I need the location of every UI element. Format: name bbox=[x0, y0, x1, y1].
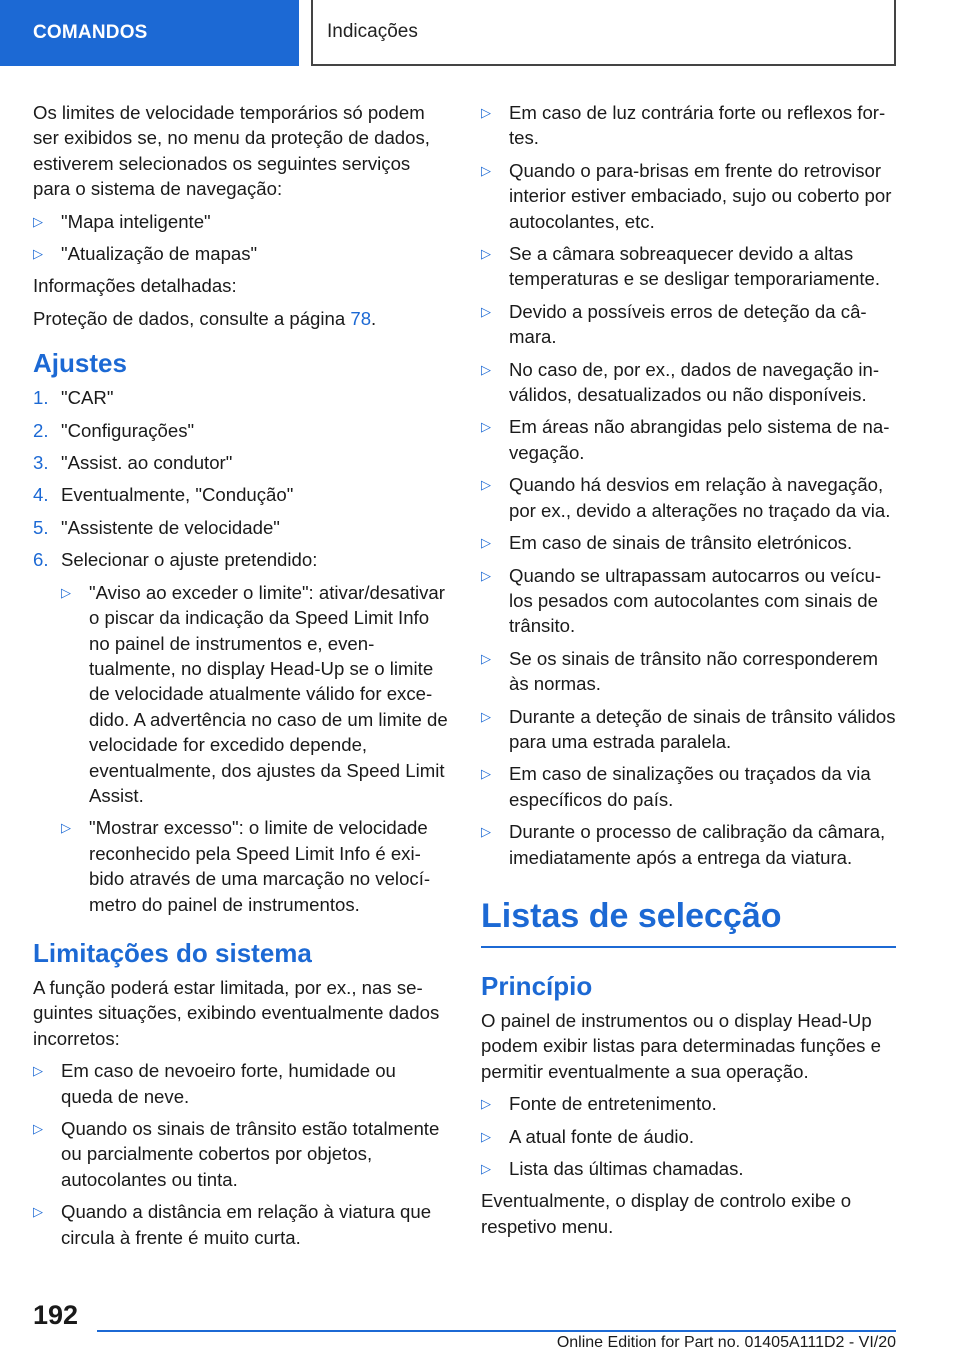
triangle-bullet-icon: ▷ bbox=[61, 820, 71, 836]
triangle-bullet-icon: ▷ bbox=[33, 1121, 43, 1136]
services-list bbox=[33, 209, 448, 267]
section-tab: COMANDOS bbox=[0, 0, 299, 66]
list-item: ▷ Em áreas não abrangidas pelo sistema de navegação. bbox=[481, 416, 890, 463]
triangle-bullet-icon: ▷ bbox=[481, 303, 491, 319]
step-item: 1. "CAR" bbox=[33, 387, 114, 409]
left-column bbox=[33, 100, 448, 1257]
list-item: ▷ Em caso de nevoeiro forte, humidade ou queda de neve. bbox=[33, 1060, 396, 1107]
chapter-tab: Indicações bbox=[311, 0, 896, 66]
list-item: ▷ Quando a distância em relação à viatura que circula à frente é muito curta. bbox=[33, 1201, 432, 1248]
triangle-bullet-icon: ▷ bbox=[481, 477, 491, 493]
step-item: 3. "Assist. ao condutor" bbox=[33, 452, 233, 474]
selection-list bbox=[481, 1091, 896, 1181]
list-item: ▷ Fonte de entretenimento. bbox=[481, 1091, 896, 1116]
triangle-bullet-icon: ▷ bbox=[61, 584, 71, 600]
edition-footer: Online Edition for Part no. 01405A111D2 - VI/20 bbox=[556, 1334, 896, 1351]
triangle-bullet-icon: ▷ bbox=[33, 246, 43, 262]
privacy-reference: Proteção de dados, consulte a página 78. bbox=[33, 307, 377, 329]
triangle-bullet-icon: ▷ bbox=[33, 1204, 43, 1220]
footer-divider bbox=[97, 1330, 896, 1332]
limits-intro: A função poderá estar limitada, por ex., nas seguintes situações, exibindo eventualmente dados incorretos: bbox=[33, 976, 440, 1049]
triangle-bullet-icon: ▷ bbox=[481, 1096, 491, 1112]
list-item: ▷ "Mapa inteligente" bbox=[33, 209, 448, 234]
list-item: ▷ Quando o para-brisas em frente do retrovisor interior estiver embaciado, sujo ou coberto por autocolantes, etc. bbox=[481, 159, 892, 232]
list-item: ▷ Em caso de sinais de trânsito eletrónicos. bbox=[481, 530, 896, 555]
list-item: ▷ Durante o processo de calibração da câmara, imediatamente após a entrega da viatura. bbox=[481, 821, 886, 868]
list-item: ▷ Durante a deteção de sinais de trânsito válidos para uma estrada paralela. bbox=[481, 705, 896, 752]
triangle-bullet-icon: ▷ bbox=[481, 1161, 491, 1176]
right-column bbox=[481, 100, 896, 1246]
triangle-bullet-icon: ▷ bbox=[481, 105, 491, 120]
list-item: ▷ "Atualização de mapas" bbox=[33, 241, 448, 266]
triangle-bullet-icon: ▷ bbox=[481, 567, 491, 583]
step-item: 5. "Assistente de velocidade" bbox=[33, 516, 280, 538]
principle-paragraph: O painel de instrumentos ou o display Head-Up podem exibir listas para determinadas funções e permitir eventualmente a sua operação. bbox=[481, 1009, 881, 1082]
step6-options bbox=[61, 580, 448, 917]
step-item: 6. Selecionar o ajuste pretendido: ▷ "Aviso ao exceder o limite": ativar/desativar o piscar da indicação da Speed Limit Info no painel de instrumentos e, eventualmente, no display Head-Up se o limite de velocidade atualmente válido for excedido. A advertência no caso de um limite de velocidade for excedido depende, eventualmente, dos ajustes da Speed Limit Assist. ▷ "Mostrar excesso": o limite de velocidade reconhecido pela Speed Limit Info é exibido através de uma marcação no velocímetro do painel de instrumentos. bbox=[33, 547, 448, 917]
steps-list bbox=[33, 385, 448, 917]
lists-heading: Listas de selecção bbox=[481, 894, 896, 948]
closing-paragraph: Eventualmente, o display de controlo exibe o respetivo menu. bbox=[481, 1190, 852, 1237]
list-item: ▷ Quando há desvios em relação à navegação, por ex., devido a alterações no traçado da via. bbox=[481, 474, 891, 521]
triangle-bullet-icon: ▷ bbox=[481, 246, 491, 262]
triangle-bullet-icon: ▷ bbox=[481, 361, 491, 377]
triangle-bullet-icon: ▷ bbox=[481, 419, 491, 435]
list-item: ▷ Se os sinais de trânsito não corresponderem às normas. bbox=[481, 647, 878, 695]
triangle-bullet-icon: ▷ bbox=[481, 162, 491, 178]
step-item: 4. Eventualmente, "Condução" bbox=[33, 484, 294, 506]
page-number: 192 bbox=[33, 1300, 79, 1330]
intro-paragraph: Os limites de velocidade temporários só podem ser exibidos se, no menu da proteção de dados, estiverem selecionados os seguintes serviços para o sistema de navegação: bbox=[33, 102, 430, 200]
list-item: ▷ "Mostrar excesso": o limite de velocidade reconhecido pela Speed Limit Info é exibido através de uma marcação no velocímetro do painel de instrumentos. bbox=[61, 817, 431, 915]
list-item: ▷ Em caso de sinalizações ou traçados da via específicos do país. bbox=[481, 763, 871, 810]
list-item: ▷ Lista das últimas chamadas. bbox=[481, 1156, 896, 1181]
details-label: Informações detalhadas: bbox=[33, 275, 237, 297]
triangle-bullet-icon: ▷ bbox=[481, 1128, 491, 1144]
triangle-bullet-icon: ▷ bbox=[33, 213, 43, 229]
triangle-bullet-icon: ▷ bbox=[481, 824, 491, 840]
list-item: ▷ Quando os sinais de trânsito estão totalmente ou parcialmente cobertos por objetos, autocolantes ou tinta. bbox=[33, 1118, 440, 1190]
list-item: ▷ Devido a possíveis erros de deteção da câmara. bbox=[481, 300, 867, 348]
ajustes-heading: Ajustes bbox=[33, 348, 127, 379]
principle-heading: Princípio bbox=[481, 970, 593, 1001]
list-item: ▷ "Aviso ao exceder o limite": ativar/desativar o piscar da indicação da Speed Limit Info no painel de instrumentos e, eventualmente, no display Head-Up se o limite de velocidade atualmente válido for excedido. A advertência no caso de um limite de velocidade for excedido depende, eventualmente, dos ajustes da Speed Limit Assist. bbox=[61, 581, 448, 806]
list-item: ▷ Se a câmara sobreaquecer devido a altas temperaturas e se desligar temporariamente. bbox=[481, 243, 881, 290]
limits-list bbox=[33, 1058, 448, 1250]
list-item: ▷ A atual fonte de áudio. bbox=[481, 1124, 896, 1149]
triangle-bullet-icon: ▷ bbox=[481, 766, 491, 782]
step-item: 2. "Configurações" bbox=[33, 419, 195, 441]
limits-heading: Limitações do sistema bbox=[33, 937, 312, 968]
triangle-bullet-icon: ▷ bbox=[481, 650, 491, 666]
page-header bbox=[0, 0, 960, 66]
triangle-bullet-icon: ▷ bbox=[33, 1063, 43, 1079]
triangle-bullet-icon: ▷ bbox=[481, 535, 491, 551]
list-item: ▷ No caso de, por ex., dados de navegação inválidos, desatualizados ou não disponíveis. bbox=[481, 358, 880, 406]
list-item: ▷ Quando se ultrapassam autocarros ou veículos pesados com autocolantes com sinais de trânsito. bbox=[481, 564, 882, 637]
page-link[interactable]: 78 bbox=[350, 307, 372, 329]
list-item: ▷ Em caso de luz contrária forte ou reflexos fortes. bbox=[481, 102, 886, 149]
limits-continued-list bbox=[481, 100, 896, 870]
triangle-bullet-icon: ▷ bbox=[481, 708, 491, 724]
